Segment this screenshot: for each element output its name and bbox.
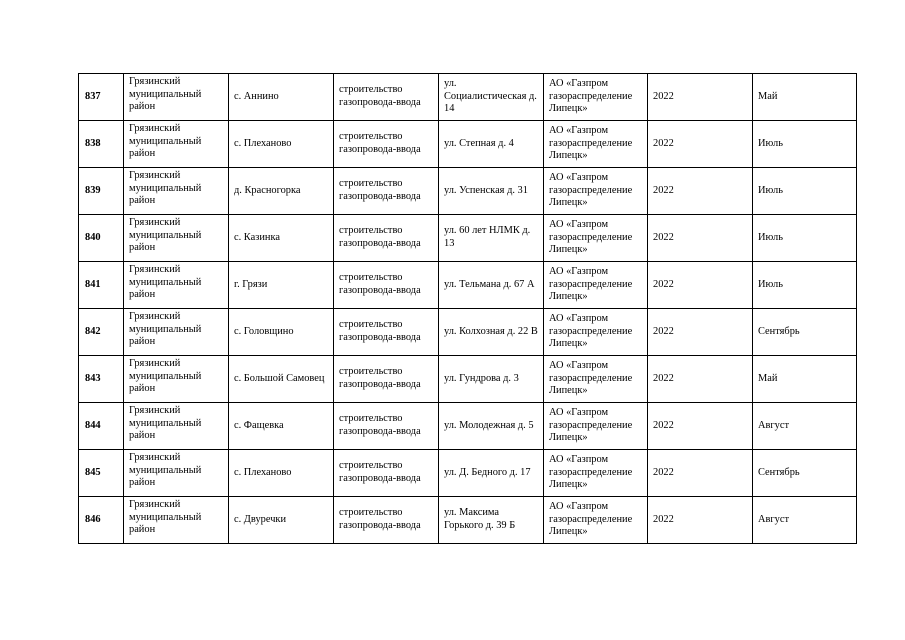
month-cell: Август: [753, 403, 857, 450]
row-number: 838: [79, 121, 124, 168]
year-cell: 2022: [648, 309, 753, 356]
organization-cell: АО «Газпром газораспределение Липецк»: [544, 121, 648, 168]
district-cell: Грязинский муниципальный район: [124, 309, 229, 356]
row-number: 846: [79, 497, 124, 544]
organization-cell: АО «Газпром газораспределение Липецк»: [544, 262, 648, 309]
organization-cell: АО «Газпром газораспределение Липецк»: [544, 215, 648, 262]
month-cell: Июль: [753, 168, 857, 215]
month-cell: Июль: [753, 121, 857, 168]
address-cell: ул. Степная д. 4: [439, 121, 544, 168]
address-cell: ул. Успенская д. 31: [439, 168, 544, 215]
address-cell: ул. Д. Бедного д. 17: [439, 450, 544, 497]
month-cell: Июль: [753, 215, 857, 262]
year-cell: 2022: [648, 74, 753, 121]
district-cell: Грязинский муниципальный район: [124, 262, 229, 309]
settlement-cell: с. Фащевка: [229, 403, 334, 450]
month-cell: Июль: [753, 262, 857, 309]
settlement-cell: д. Красногорка: [229, 168, 334, 215]
organization-cell: АО «Газпром газораспределение Липецк»: [544, 403, 648, 450]
district-cell: Грязинский муниципальный район: [124, 74, 229, 121]
work-type-cell: строительство газопровода-ввода: [334, 309, 439, 356]
address-cell: ул. Социалистическая д. 14: [439, 74, 544, 121]
row-number: 842: [79, 309, 124, 356]
work-type-cell: строительство газопровода-ввода: [334, 450, 439, 497]
district-cell: Грязинский муниципальный район: [124, 168, 229, 215]
address-cell: ул. Гундрова д. 3: [439, 356, 544, 403]
month-cell: Сентябрь: [753, 309, 857, 356]
table-row: [79, 215, 857, 262]
work-type-cell: строительство газопровода-ввода: [334, 497, 439, 544]
work-type-cell: строительство газопровода-ввода: [334, 356, 439, 403]
address-cell: ул. 60 лет НЛМК д. 13: [439, 215, 544, 262]
row-number: 841: [79, 262, 124, 309]
year-cell: 2022: [648, 356, 753, 403]
table-row: [79, 356, 857, 403]
organization-cell: АО «Газпром газораспределение Липецк»: [544, 309, 648, 356]
row-number: 840: [79, 215, 124, 262]
district-cell: Грязинский муниципальный район: [124, 121, 229, 168]
address-cell: ул. Колхозная д. 22 В: [439, 309, 544, 356]
settlement-cell: с. Аннино: [229, 74, 334, 121]
year-cell: 2022: [648, 168, 753, 215]
year-cell: 2022: [648, 450, 753, 497]
table-row: [79, 121, 857, 168]
settlement-cell: с. Большой Самовец: [229, 356, 334, 403]
work-type-cell: строительство газопровода-ввода: [334, 74, 439, 121]
settlement-cell: с. Головщино: [229, 309, 334, 356]
month-cell: Сентябрь: [753, 450, 857, 497]
settlement-cell: с. Двуречки: [229, 497, 334, 544]
settlement-cell: с. Казинка: [229, 215, 334, 262]
address-cell: ул. Тельмана д. 67 А: [439, 262, 544, 309]
address-cell: ул. Максима Горького д. 39 Б: [439, 497, 544, 544]
year-cell: 2022: [648, 215, 753, 262]
settlement-cell: г. Грязи: [229, 262, 334, 309]
organization-cell: АО «Газпром газораспределение Липецк»: [544, 74, 648, 121]
table-row: [79, 168, 857, 215]
table-row: [79, 450, 857, 497]
gas-works-table: [78, 73, 857, 544]
organization-cell: АО «Газпром газораспределение Липецк»: [544, 168, 648, 215]
district-cell: Грязинский муниципальный район: [124, 403, 229, 450]
table-row: [79, 309, 857, 356]
address-cell: ул. Молодежная д. 5: [439, 403, 544, 450]
organization-cell: АО «Газпром газораспределение Липецк»: [544, 497, 648, 544]
year-cell: 2022: [648, 403, 753, 450]
month-cell: Май: [753, 356, 857, 403]
year-cell: 2022: [648, 121, 753, 168]
table-row: [79, 74, 857, 121]
row-number: 844: [79, 403, 124, 450]
district-cell: Грязинский муниципальный район: [124, 497, 229, 544]
organization-cell: АО «Газпром газораспределение Липецк»: [544, 450, 648, 497]
work-type-cell: строительство газопровода-ввода: [334, 262, 439, 309]
row-number: 845: [79, 450, 124, 497]
year-cell: 2022: [648, 262, 753, 309]
row-number: 839: [79, 168, 124, 215]
row-number: 837: [79, 74, 124, 121]
year-cell: 2022: [648, 497, 753, 544]
month-cell: Август: [753, 497, 857, 544]
organization-cell: АО «Газпром газораспределение Липецк»: [544, 356, 648, 403]
month-cell: Май: [753, 74, 857, 121]
work-type-cell: строительство газопровода-ввода: [334, 121, 439, 168]
work-type-cell: строительство газопровода-ввода: [334, 403, 439, 450]
settlement-cell: с. Плеханово: [229, 121, 334, 168]
table-row: [79, 262, 857, 309]
district-cell: Грязинский муниципальный район: [124, 215, 229, 262]
table-row: [79, 403, 857, 450]
work-type-cell: строительство газопровода-ввода: [334, 168, 439, 215]
settlement-cell: с. Плеханово: [229, 450, 334, 497]
work-type-cell: строительство газопровода-ввода: [334, 215, 439, 262]
district-cell: Грязинский муниципальный район: [124, 356, 229, 403]
district-cell: Грязинский муниципальный район: [124, 450, 229, 497]
table-row: [79, 497, 857, 544]
row-number: 843: [79, 356, 124, 403]
